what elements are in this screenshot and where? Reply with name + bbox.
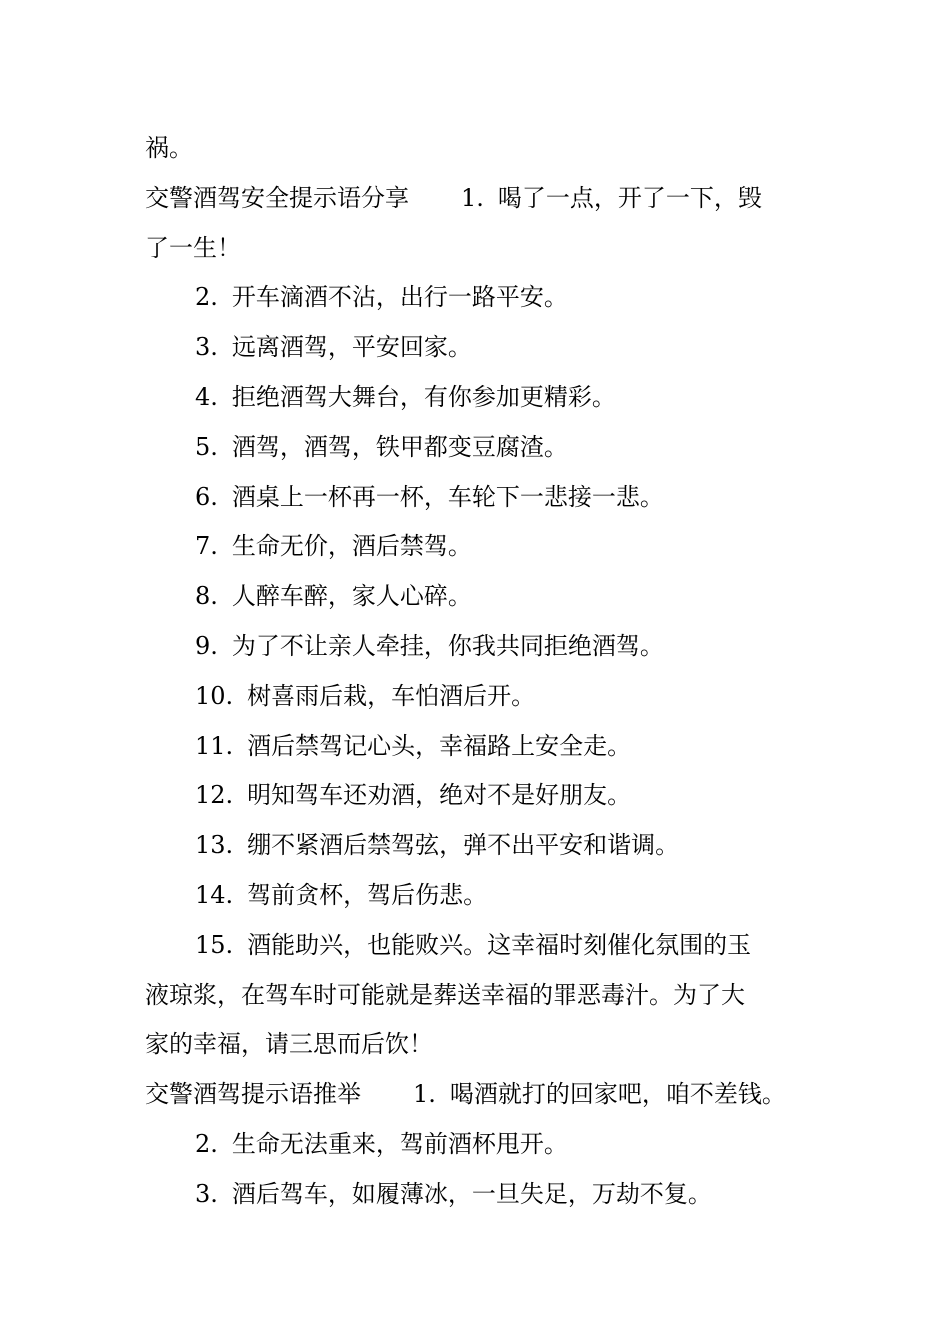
list-item (145, 522, 815, 572)
item-text: 喝了一点，开了一下，毁 (497, 183, 762, 212)
list-item (145, 871, 815, 921)
item-number: 9. (195, 631, 218, 660)
section-heading: 交警酒驾安全提示语分享 (145, 183, 409, 212)
item-text: 为了不让亲人牵挂，你我共同拒绝酒驾。 (231, 631, 664, 660)
item-number: 5. (195, 432, 218, 461)
list-item (145, 1170, 815, 1220)
item-number: 10. (195, 681, 234, 710)
item-number: 2. (195, 283, 218, 312)
item-15-continuation-2 (145, 1020, 815, 1070)
item-text: 树喜雨后栽，车怕酒后开。 (247, 681, 536, 710)
list-item (145, 771, 815, 821)
list-item (145, 423, 815, 473)
item-number: 2. (195, 1129, 218, 1158)
item-number: 12. (195, 781, 234, 810)
slogan-list (145, 273, 815, 920)
item-number: 13. (195, 831, 234, 860)
item-text: 拒绝酒驾大舞台，有你参加更精彩。 (231, 382, 616, 411)
item-text: 远离酒驾，平安回家。 (231, 333, 472, 362)
item-number: 3. (195, 1179, 218, 1208)
list-item (145, 622, 815, 672)
item-text-continued: 液琼浆，在驾车时可能就是葬送幸福的罪恶毒汁。为了大 (145, 980, 745, 1009)
item-number: 1. (413, 1080, 436, 1109)
item-number: 6. (195, 482, 218, 511)
item-text: 酒后禁驾记心头，幸福路上安全走。 (247, 731, 632, 760)
item-text: 酒桌上一杯再一杯，车轮下一悲接一悲。 (231, 482, 664, 511)
item-text: 喝酒就打的回家吧，咱不差钱。 (449, 1080, 786, 1109)
list-item (145, 572, 815, 622)
item-text: 人醉车醉，家人心碎。 (231, 582, 472, 611)
list-item (145, 323, 815, 373)
list-item (145, 473, 815, 523)
item-15-continuation-1 (145, 971, 815, 1021)
item-text-continued: 家的幸福，请三思而后饮！ (145, 1030, 433, 1059)
item-text: 驾前贪杯，驾后伤悲。 (247, 880, 488, 909)
item-number: 14. (195, 880, 234, 909)
paragraph-fragment (145, 124, 815, 174)
fragment-text: 祸。 (145, 134, 193, 162)
item-text: 酒能助兴，也能败兴。这幸福时刻催化氛围的玉 (247, 930, 752, 959)
item-text-continued: 了一生！ (145, 233, 241, 262)
list-item (145, 722, 815, 772)
item-number: 1. (461, 183, 484, 212)
list-item (145, 1120, 815, 1170)
item-text: 生命无价，酒后禁驾。 (231, 532, 472, 561)
section-heading: 交警酒驾提示语推举 (145, 1080, 361, 1109)
item-text: 开车滴酒不沾，出行一路平安。 (231, 283, 568, 312)
item-number: 3. (195, 333, 218, 362)
item-number: 15. (195, 930, 234, 959)
item-text: 酒驾，酒驾，铁甲都变豆腐渣。 (231, 432, 568, 461)
list-item-15 (145, 921, 815, 971)
item-text: 绷不紧酒后禁驾弦，弹不出平安和谐调。 (247, 831, 680, 860)
item-number: 4. (195, 382, 218, 411)
item-continuation (145, 224, 815, 274)
item-text: 明知驾车还劝酒，绝对不是好朋友。 (247, 781, 632, 810)
item-number: 11. (195, 731, 234, 760)
list-item (145, 672, 815, 722)
list-item (145, 273, 815, 323)
list-item (145, 373, 815, 423)
slogan-list-2 (145, 1120, 815, 1220)
item-text: 酒后驾车，如履薄冰，一旦失足，万劫不复。 (231, 1179, 712, 1208)
section-heading-line-2 (145, 1070, 815, 1120)
item-number: 8. (195, 582, 218, 611)
item-text: 生命无法重来，驾前酒杯甩开。 (231, 1129, 568, 1158)
list-item (145, 821, 815, 871)
document-body (145, 124, 815, 1220)
section-heading-line-1 (145, 174, 815, 224)
item-number: 7. (195, 532, 218, 561)
